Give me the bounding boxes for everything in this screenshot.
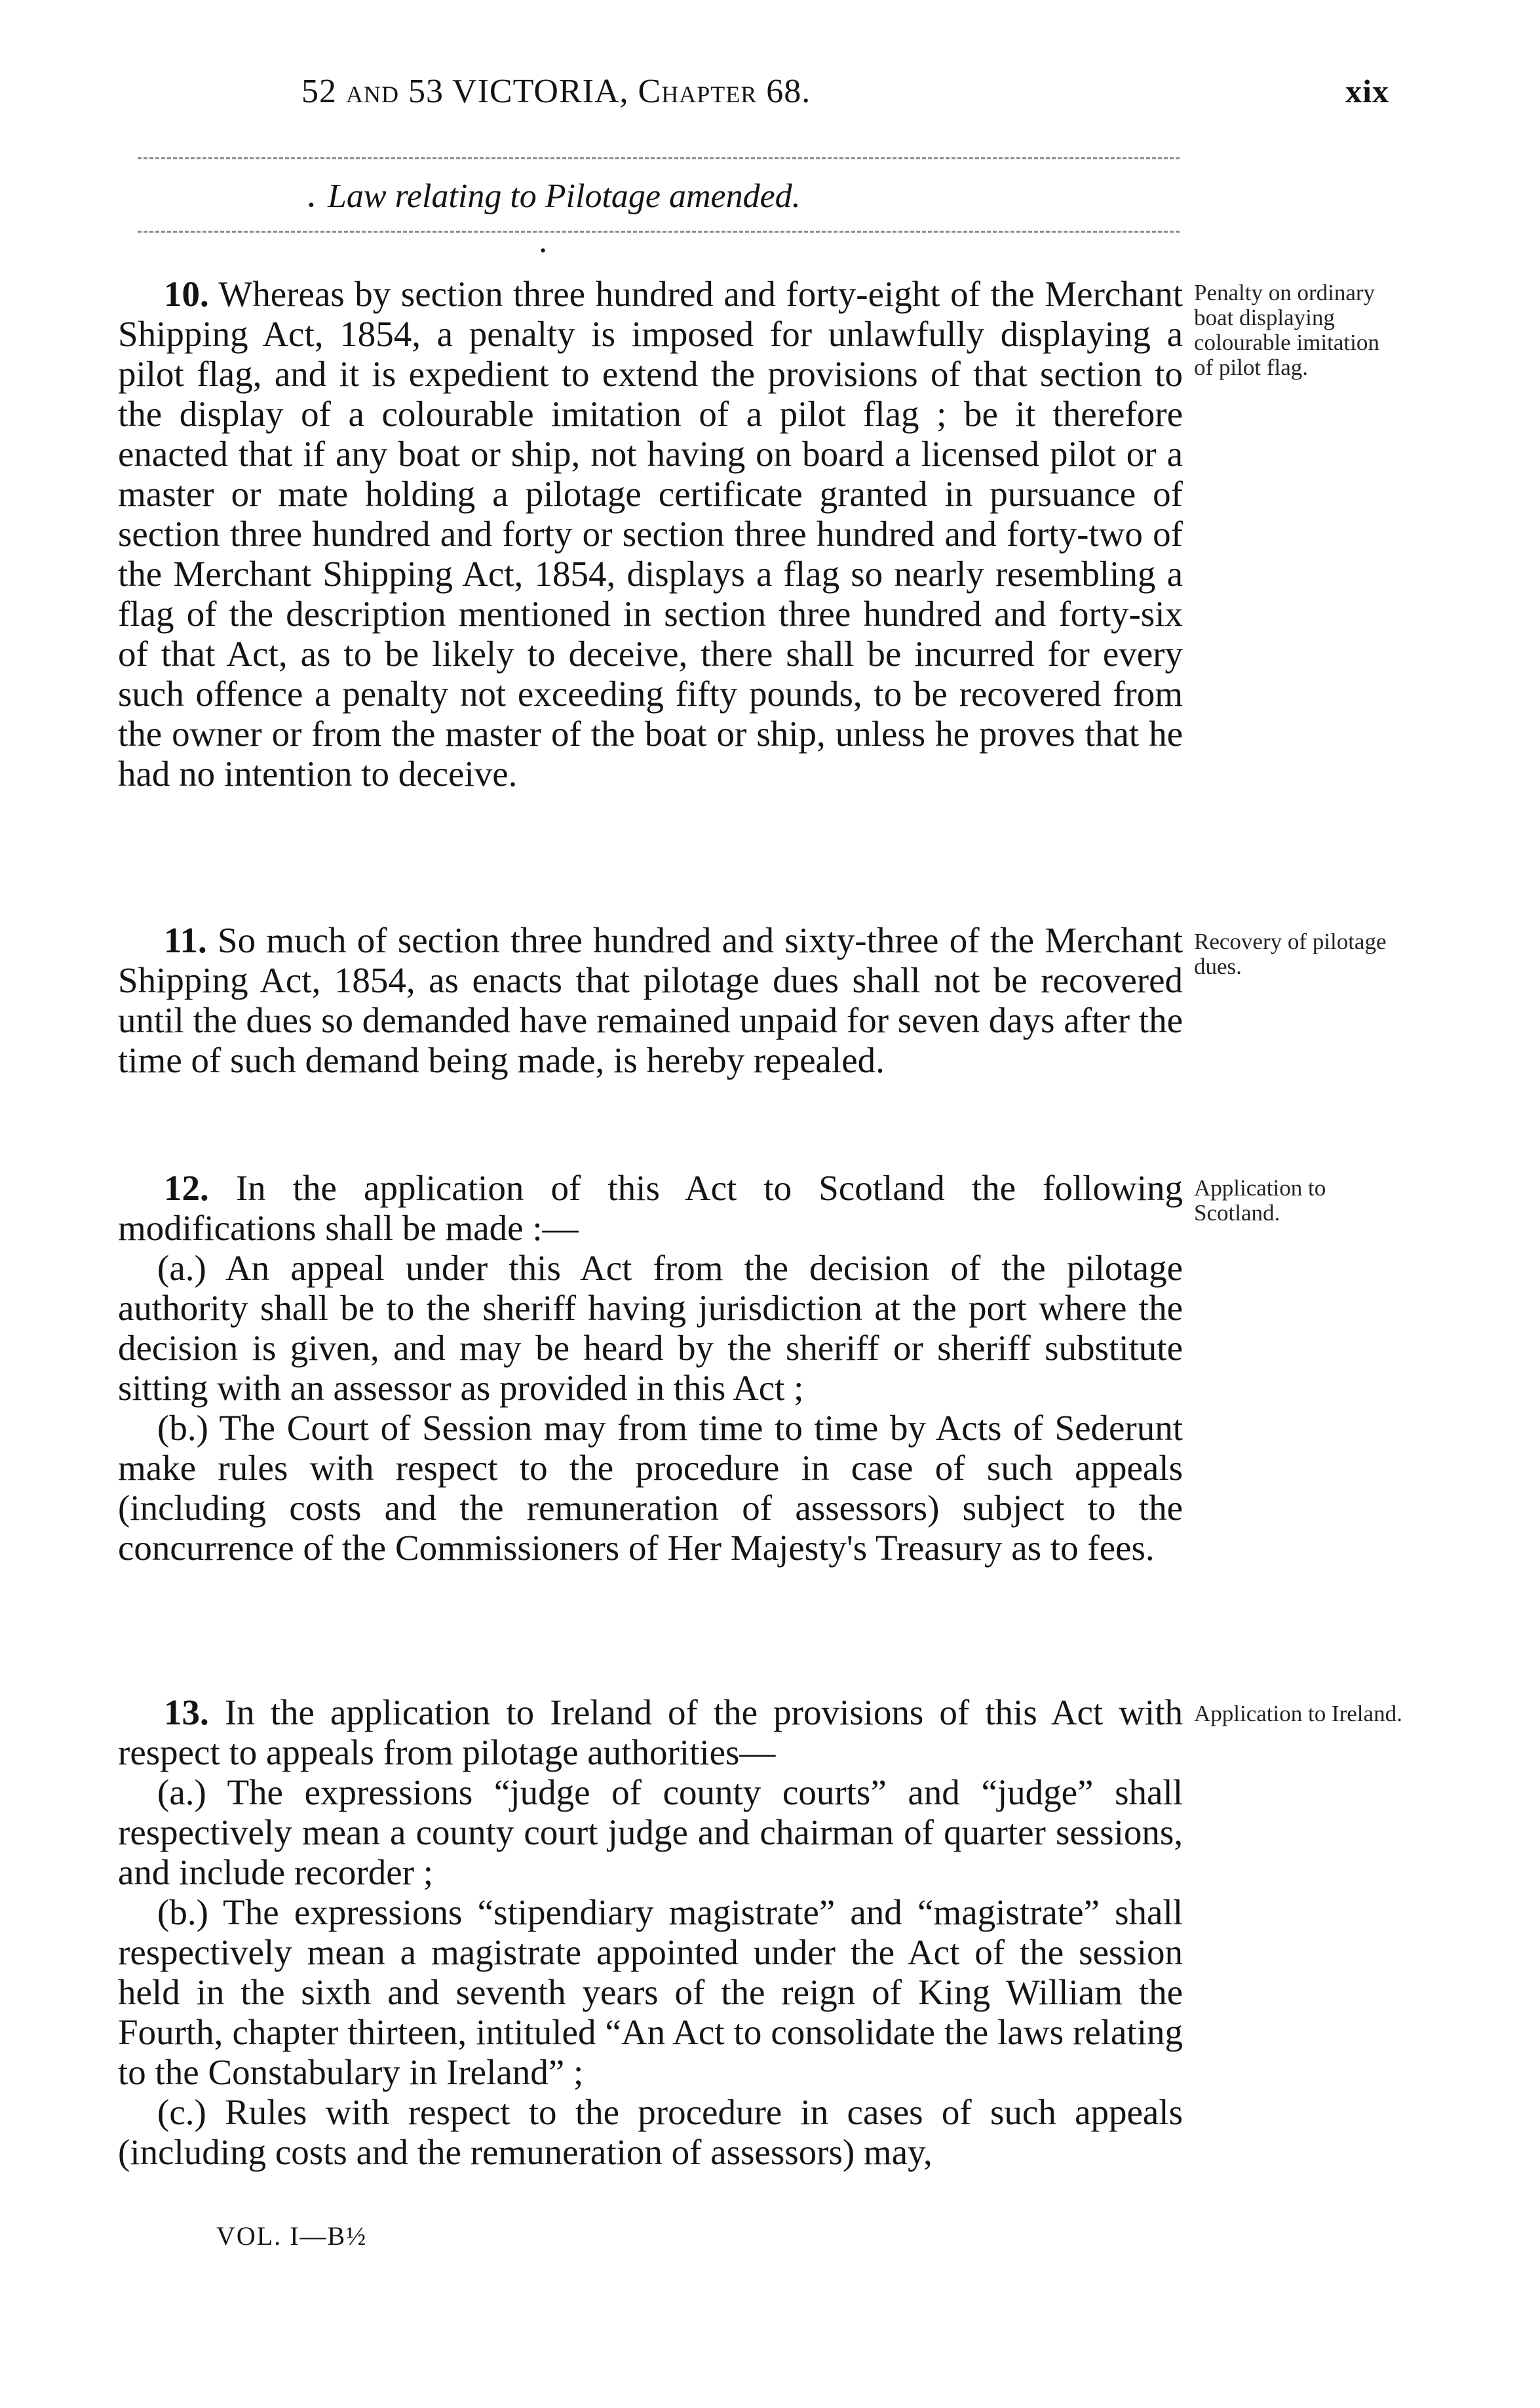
section-13 <box>118 1692 1183 2172</box>
section-text: In the application of this Act to Scotland the following modifications shall be made :— <box>118 1168 1183 1248</box>
section-number: 12. <box>164 1168 209 1208</box>
decorative-dot: • <box>540 241 547 260</box>
marginal-note-section-13: Application to Ireland. <box>1194 1701 1402 1726</box>
header-rule-bottom <box>138 231 1180 233</box>
section-number: 13. <box>164 1692 209 1732</box>
page-header-title: 52 and 53 VICTORIA, Chapter 68. <box>301 73 811 110</box>
section-12 <box>118 1168 1183 1568</box>
section-paragraph <box>118 1692 1183 1772</box>
subsection-a: (a.) The expressions “judge of county courts” and “judge” shall respectively mean a county court judge and chairman of quarter sessions, and include recorder ; <box>118 1772 1183 1892</box>
section-paragraph <box>118 920 1183 1080</box>
section-paragraph <box>118 274 1183 794</box>
section-text: So much of section three hundred and sixty-three of the Merchant Shipping Act, 1854, as enacts that pilotage dues shall not be recovered until the dues so demanded have remained unpaid for seven days after the time of such demand being made, is hereby repealed. <box>118 920 1183 1080</box>
subsection-b: (b.) The expressions “stipendiary magistrate” and “magistrate” shall respectively mean a magistrate appointed under the Act of the session held in the sixth and seventh years of the reign of King William the Fourth, chapter thirteen, intituled “An Act to consolidate the laws relating to the Constabulary in Ireland” ; <box>118 1892 1183 2092</box>
section-11 <box>118 920 1183 1080</box>
section-10 <box>118 274 1183 794</box>
subsection-b: (b.) The Court of Session may from time to time by Acts of Sederunt make rules with respect to the procedure in case of such appeals (including costs and the remuneration of assessors) subject to the concurrence of the Commissioners of Her Majesty's Treasury as to fees. <box>118 1408 1183 1568</box>
marginal-note-section-11: Recovery of pilotage dues. <box>1194 929 1387 979</box>
running-header <box>301 72 1389 125</box>
printer-signature: VOL. I—B½ <box>216 2221 368 2251</box>
page-number: xix <box>1345 73 1389 109</box>
section-number: 10. <box>164 274 209 314</box>
decorative-dot: • <box>308 195 315 216</box>
section-text: Whereas by section three hundred and forty-eight of the Merchant Shipping Act, 1854, a penalty is imposed for unlawfully displaying a pilot flag, and it is expedient to extend the provisions of that section to the display of a colourable imitation of a pilot flag ; be it therefore enacted that if any boat or ship, not having on board a licensed pilot or a master or mate holding a pilotage certificate granted in pursuance of section three hundred and forty or section three hundred and forty-two of the Merchant Shipping Act, 1854, displays a flag so nearly resembling a flag of the description mentioned in section three hundred and forty-six of that Act, as to be likely to deceive, there shall be incurred for every such offence a penalty not exceeding fifty pounds, to be recovered from the owner or from the master of the boat or ship, unless he proves that he had no intention to deceive. <box>118 274 1184 794</box>
section-text: In the application to Ireland of the provisions of this Act with respect to appeals from pilotage authorities— <box>118 1692 1183 1772</box>
section-number: 11. <box>164 920 207 960</box>
subsection-a: (a.) An appeal under this Act from the decision of the pilotage authority shall be to the sheriff having jurisdiction at the port where the decision is given, and may be heard by the sheriff or sheriff substitute sitting with an assessor as provided in this Act ; <box>118 1248 1183 1408</box>
marginal-note-section-12: Application to Scotland. <box>1194 1175 1326 1226</box>
subsection-c: (c.) Rules with respect to the procedure in cases of such appeals (including costs and the remuneration of assessors) may, <box>118 2092 1183 2172</box>
marginal-note-section-10: Penalty on ordinary boat displaying colourable imitation of pilot flag. <box>1194 280 1379 380</box>
page-subtitle: Law relating to Pilotage amended. <box>328 178 801 215</box>
header-rule-top <box>138 157 1180 159</box>
section-paragraph <box>118 1168 1183 1248</box>
